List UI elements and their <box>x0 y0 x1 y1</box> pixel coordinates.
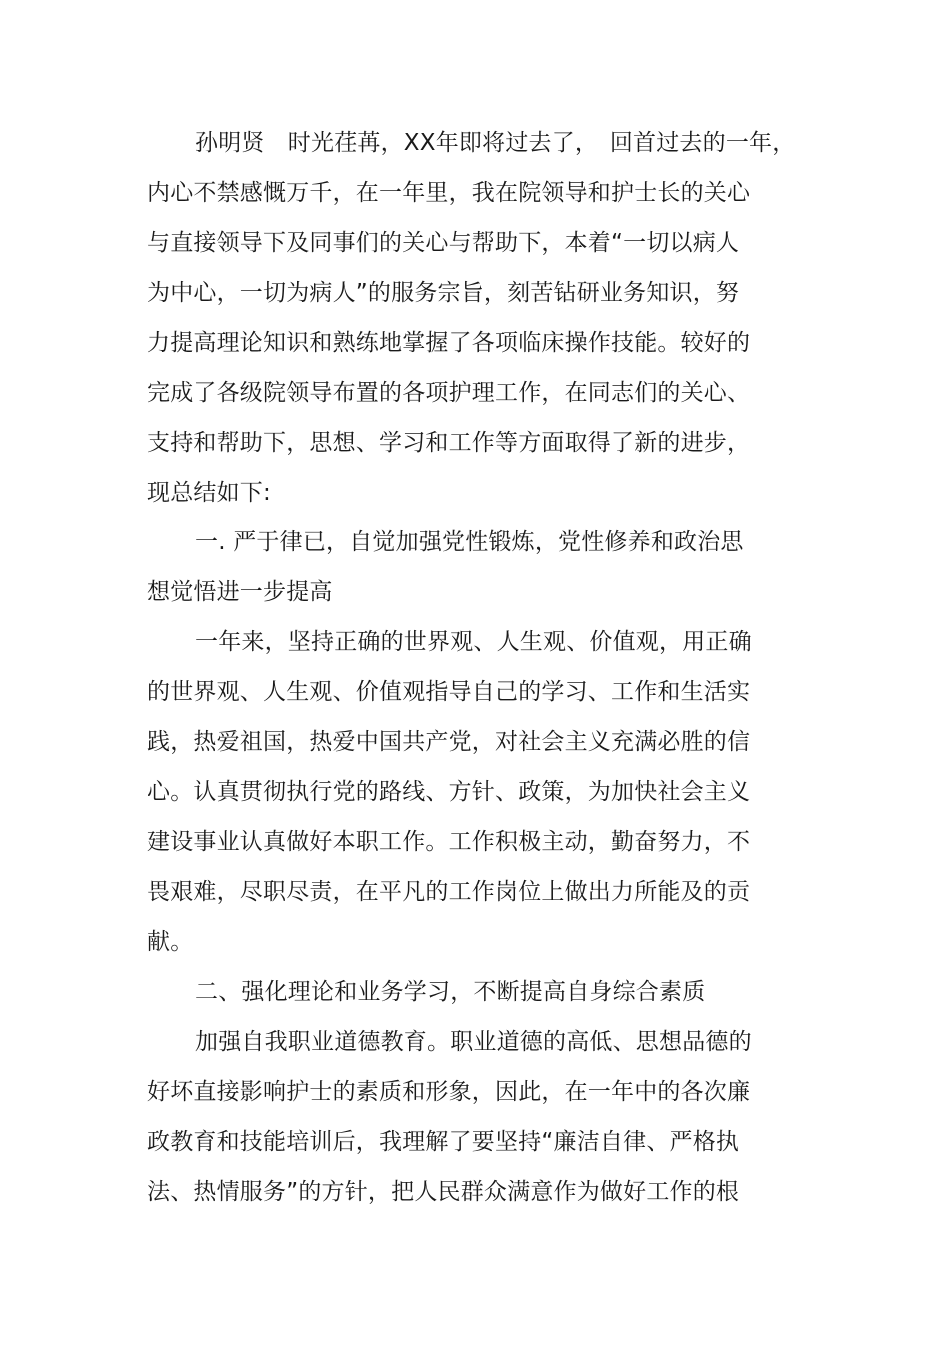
paragraph-line: 献。 <box>147 929 194 955</box>
paragraph-line: 政教育和技能培训后，我理解了要坚持“廉洁自律、严格执 <box>147 1129 740 1155</box>
paragraph-line: 孙明贤 时光荏苒，XX年即将过去了， 回首过去的一年， <box>195 130 796 156</box>
paragraph-line: 完成了各级院领导布置的各项护理工作，在同志们的关心、 <box>147 380 751 406</box>
paragraph-line: 加强自我职业道德教育。职业道德的高低、思想品德的 <box>195 1029 752 1055</box>
paragraph-line: 建设事业认真做好本职工作。工作积极主动，勤奋努力，不 <box>147 829 751 855</box>
paragraph-line: 支持和帮助下，思想、学习和工作等方面取得了新的进步， <box>147 430 751 456</box>
paragraph-line: 与直接领导下及同事们的关心与帮助下，本着“一切以病人 <box>147 230 740 256</box>
paragraph-line: 践，热爱祖国，热爱中国共产党，对社会主义充满必胜的信 <box>147 729 751 755</box>
paragraph-line: 的世界观、人生观、价值观指导自己的学习、工作和生活实 <box>147 679 751 705</box>
paragraph-line: 畏艰难，尽职尽责，在平凡的工作岗位上做出力所能及的贡 <box>147 879 751 905</box>
paragraph-line: 心。认真贯彻执行党的路线、方针、政策，为加快社会主义 <box>147 779 751 805</box>
paragraph-line: 好坏直接影响护士的素质和形象，因此，在一年中的各次廉 <box>147 1079 751 1105</box>
paragraph-line: 力提高理论知识和熟练地掌握了各项临床操作技能。较好的 <box>147 330 751 356</box>
section-heading-2: 二、强化理论和业务学习，不断提高自身综合素质 <box>195 979 706 1005</box>
paragraph-line: 为中心，一切为病人”的服务宗旨，刻苦钻研业务知识，努 <box>147 280 740 306</box>
paragraph-line: 现总结如下: <box>147 480 271 506</box>
paragraph-line: 法、热情服务”的方针，把人民群众满意作为做好工作的根 <box>147 1179 740 1205</box>
section-heading-1: 一. 严于律已，自觉加强党性锻炼，党性修养和政治思 <box>195 529 744 555</box>
section-heading-1-cont: 想觉悟进一步提高 <box>147 579 333 605</box>
paragraph-line: 一年来，坚持正确的世界观、人生观、价值观，用正确 <box>195 629 752 655</box>
paragraph-line: 内心不禁感慨万千，在一年里，我在院领导和护士长的关心 <box>147 180 751 206</box>
